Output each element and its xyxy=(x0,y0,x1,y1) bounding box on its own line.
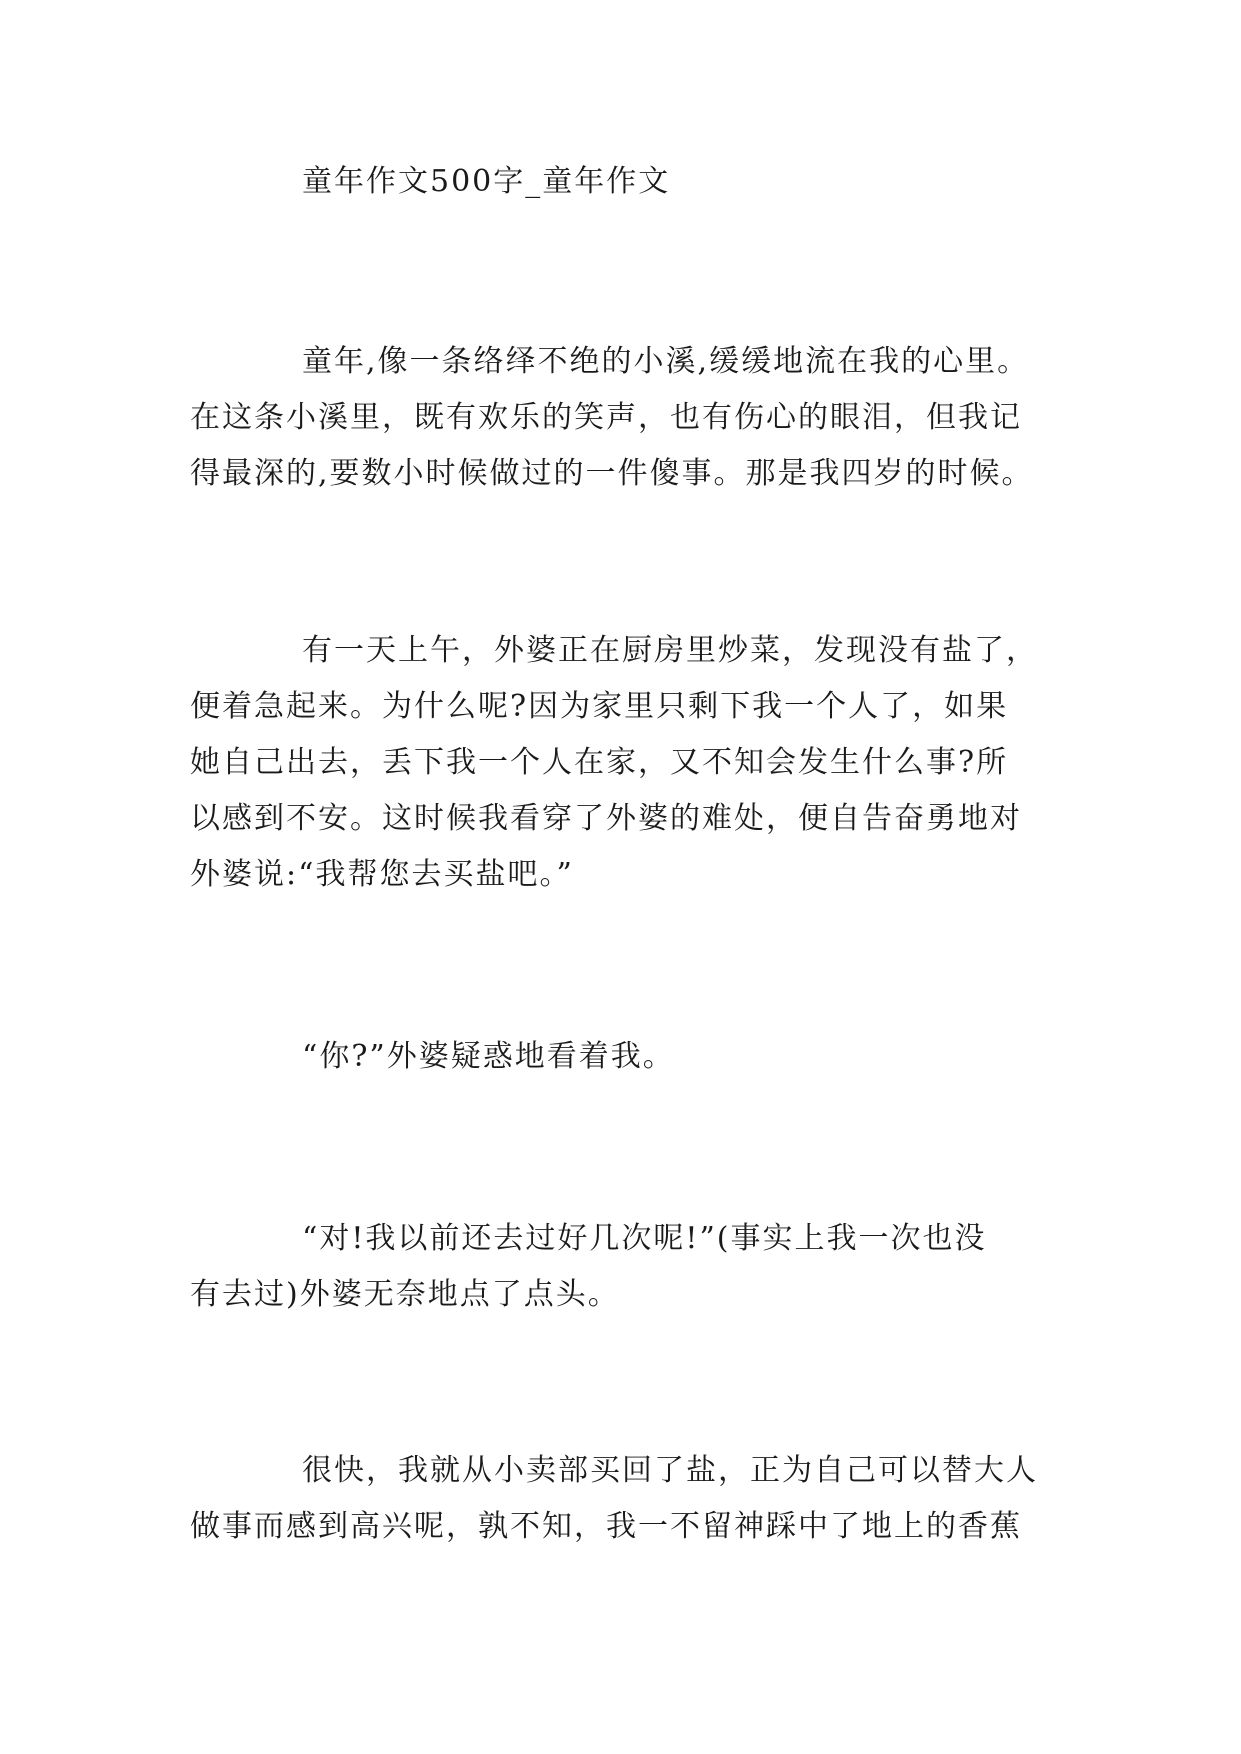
paragraph-4 xyxy=(190,1211,1060,1323)
paragraph-line: 外婆说:“我帮您去买盐吧。” xyxy=(190,857,574,892)
paragraph-line: 很快，我就从小卖部买回了盐，正为自己可以替大人 xyxy=(302,1453,1038,1488)
paragraph-line: 得最深的,要数小时候做过的一件傻事。那是我四岁的时候。 xyxy=(190,456,1034,491)
paragraph-line: 做事而感到高兴呢，孰不知，我一不留神踩中了地上的香蕉 xyxy=(190,1509,1022,1544)
document-title: 童年作文500字_童年作文 xyxy=(302,164,671,199)
paragraph-line: “对!我以前还去过好几次呢!”(事实上我一次也没 xyxy=(302,1221,987,1256)
paragraph-line: “你?”外婆疑惑地看着我。 xyxy=(302,1039,675,1074)
paragraph-line: 有一天上午，外婆正在厨房里炒菜，发现没有盐了， xyxy=(302,633,1038,668)
paragraph-line: 以感到不安。这时候我看穿了外婆的难处，便自告奋勇地对 xyxy=(190,801,1022,836)
paragraph-2 xyxy=(190,623,1060,903)
paragraph-line: 童年,像一条络绎不绝的小溪,缓缓地流在我的心里。 xyxy=(302,344,1030,379)
paragraph-line: 她自己出去，丢下我一个人在家，又不知会发生什么事?所 xyxy=(190,745,1009,780)
paragraph-line: 在这条小溪里，既有欢乐的笑声，也有伤心的眼泪，但我记 xyxy=(190,400,1022,435)
paragraph-3 xyxy=(190,1029,1060,1085)
paragraph-1 xyxy=(190,334,1060,502)
paragraph-line: 便着急起来。为什么呢?因为家里只剩下我一个人了，如果 xyxy=(190,689,1009,724)
paragraph-line: 有去过)外婆无奈地点了点头。 xyxy=(190,1277,620,1312)
paragraph-5 xyxy=(190,1443,1060,1555)
